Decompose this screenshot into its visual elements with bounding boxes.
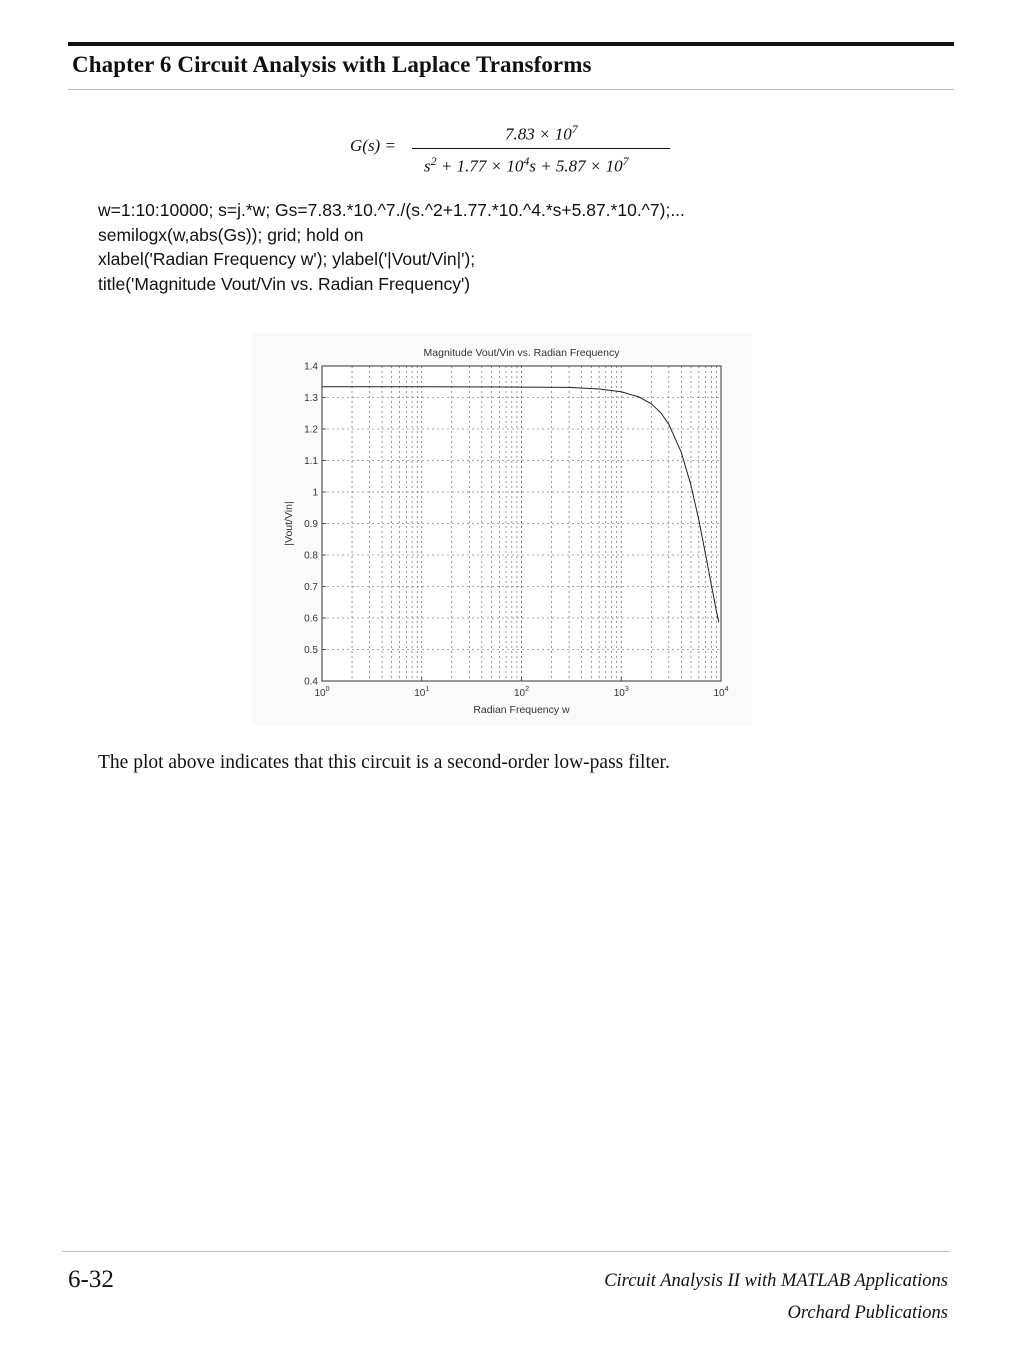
- y-tick-label: 0.4: [304, 676, 318, 688]
- y-tick-label: 1: [312, 487, 318, 499]
- code-line: title('Magnitude Vout/Vin vs. Radian Frequency'): [98, 273, 471, 294]
- equation-numerator: [505, 122, 578, 145]
- numerator-mantissa: 7.83 × 10: [505, 124, 572, 144]
- x-tick-label: $10^0$: [314, 686, 330, 699]
- x-tick-label: $10^4$: [713, 686, 729, 699]
- y-tick-label: 0.5: [304, 645, 318, 656]
- chart-title: Magnitude Vout/Vin vs. Radian Frequency: [423, 347, 620, 359]
- book-title: Circuit Analysis II with MATLAB Applications: [604, 1271, 948, 1291]
- numerator-exponent: 7: [571, 122, 578, 136]
- x-tick-label: $10^1$: [414, 686, 430, 699]
- den-s: s: [424, 156, 431, 176]
- code-line: xlabel('Radian Frequency w'); ylabel('|Vout/Vin|');: [98, 249, 476, 269]
- y-tick-label: 1.1: [304, 456, 318, 467]
- code-line: w=1:10:10000; s=j.*w; Gs=7.83.*10.^7./(s.^2+1.77.*10.^4.*s+5.87.*10.^7);...: [98, 200, 685, 220]
- footer-rule: [62, 1251, 950, 1252]
- magnitude-plot: [252, 333, 752, 725]
- code-line: semilogx(w,abs(Gs)); grid; hold on: [98, 224, 364, 245]
- x-tick-label: $10^2$: [513, 686, 530, 699]
- y-tick-label: 1.4: [304, 361, 318, 373]
- den-mid: + 1.77 × 10: [436, 156, 524, 176]
- x-tick-label: $10^3$: [613, 686, 629, 699]
- publisher: Orchard Publications: [787, 1303, 948, 1323]
- y-tick-label: 0.8: [304, 550, 318, 562]
- equation-lhs: G(s) =: [350, 136, 396, 155]
- den-mid-exponent: 4: [523, 154, 530, 168]
- header-divider: [68, 89, 954, 90]
- y-tick-label: 1.2: [304, 424, 318, 436]
- y-tick-label: 1.3: [304, 393, 318, 404]
- fraction-bar: [412, 148, 670, 149]
- chapter-title: Chapter 6 Circuit Analysis with Laplace Transforms: [72, 52, 592, 77]
- y-tick-label: 0.7: [304, 582, 318, 593]
- den-tail-exponent: 7: [622, 154, 629, 168]
- header-rule: [68, 42, 954, 46]
- conclusion-text: The plot above indicates that this circuit is a second-order low-pass filter.: [98, 752, 670, 773]
- den-s-exponent: 2: [430, 154, 437, 168]
- x-axis-label: Radian Frequency w: [473, 704, 570, 716]
- matlab-code: [98, 198, 685, 296]
- den-tail: s + 5.87 × 10: [529, 156, 623, 176]
- y-tick-label: 0.6: [304, 613, 318, 625]
- transfer-function-equation: [350, 116, 680, 186]
- y-axis-label: |Vout/Vin|: [283, 501, 295, 546]
- equation-denominator: [424, 154, 629, 177]
- y-tick-label: 0.9: [304, 519, 318, 530]
- page-number: 6-32: [68, 1266, 114, 1293]
